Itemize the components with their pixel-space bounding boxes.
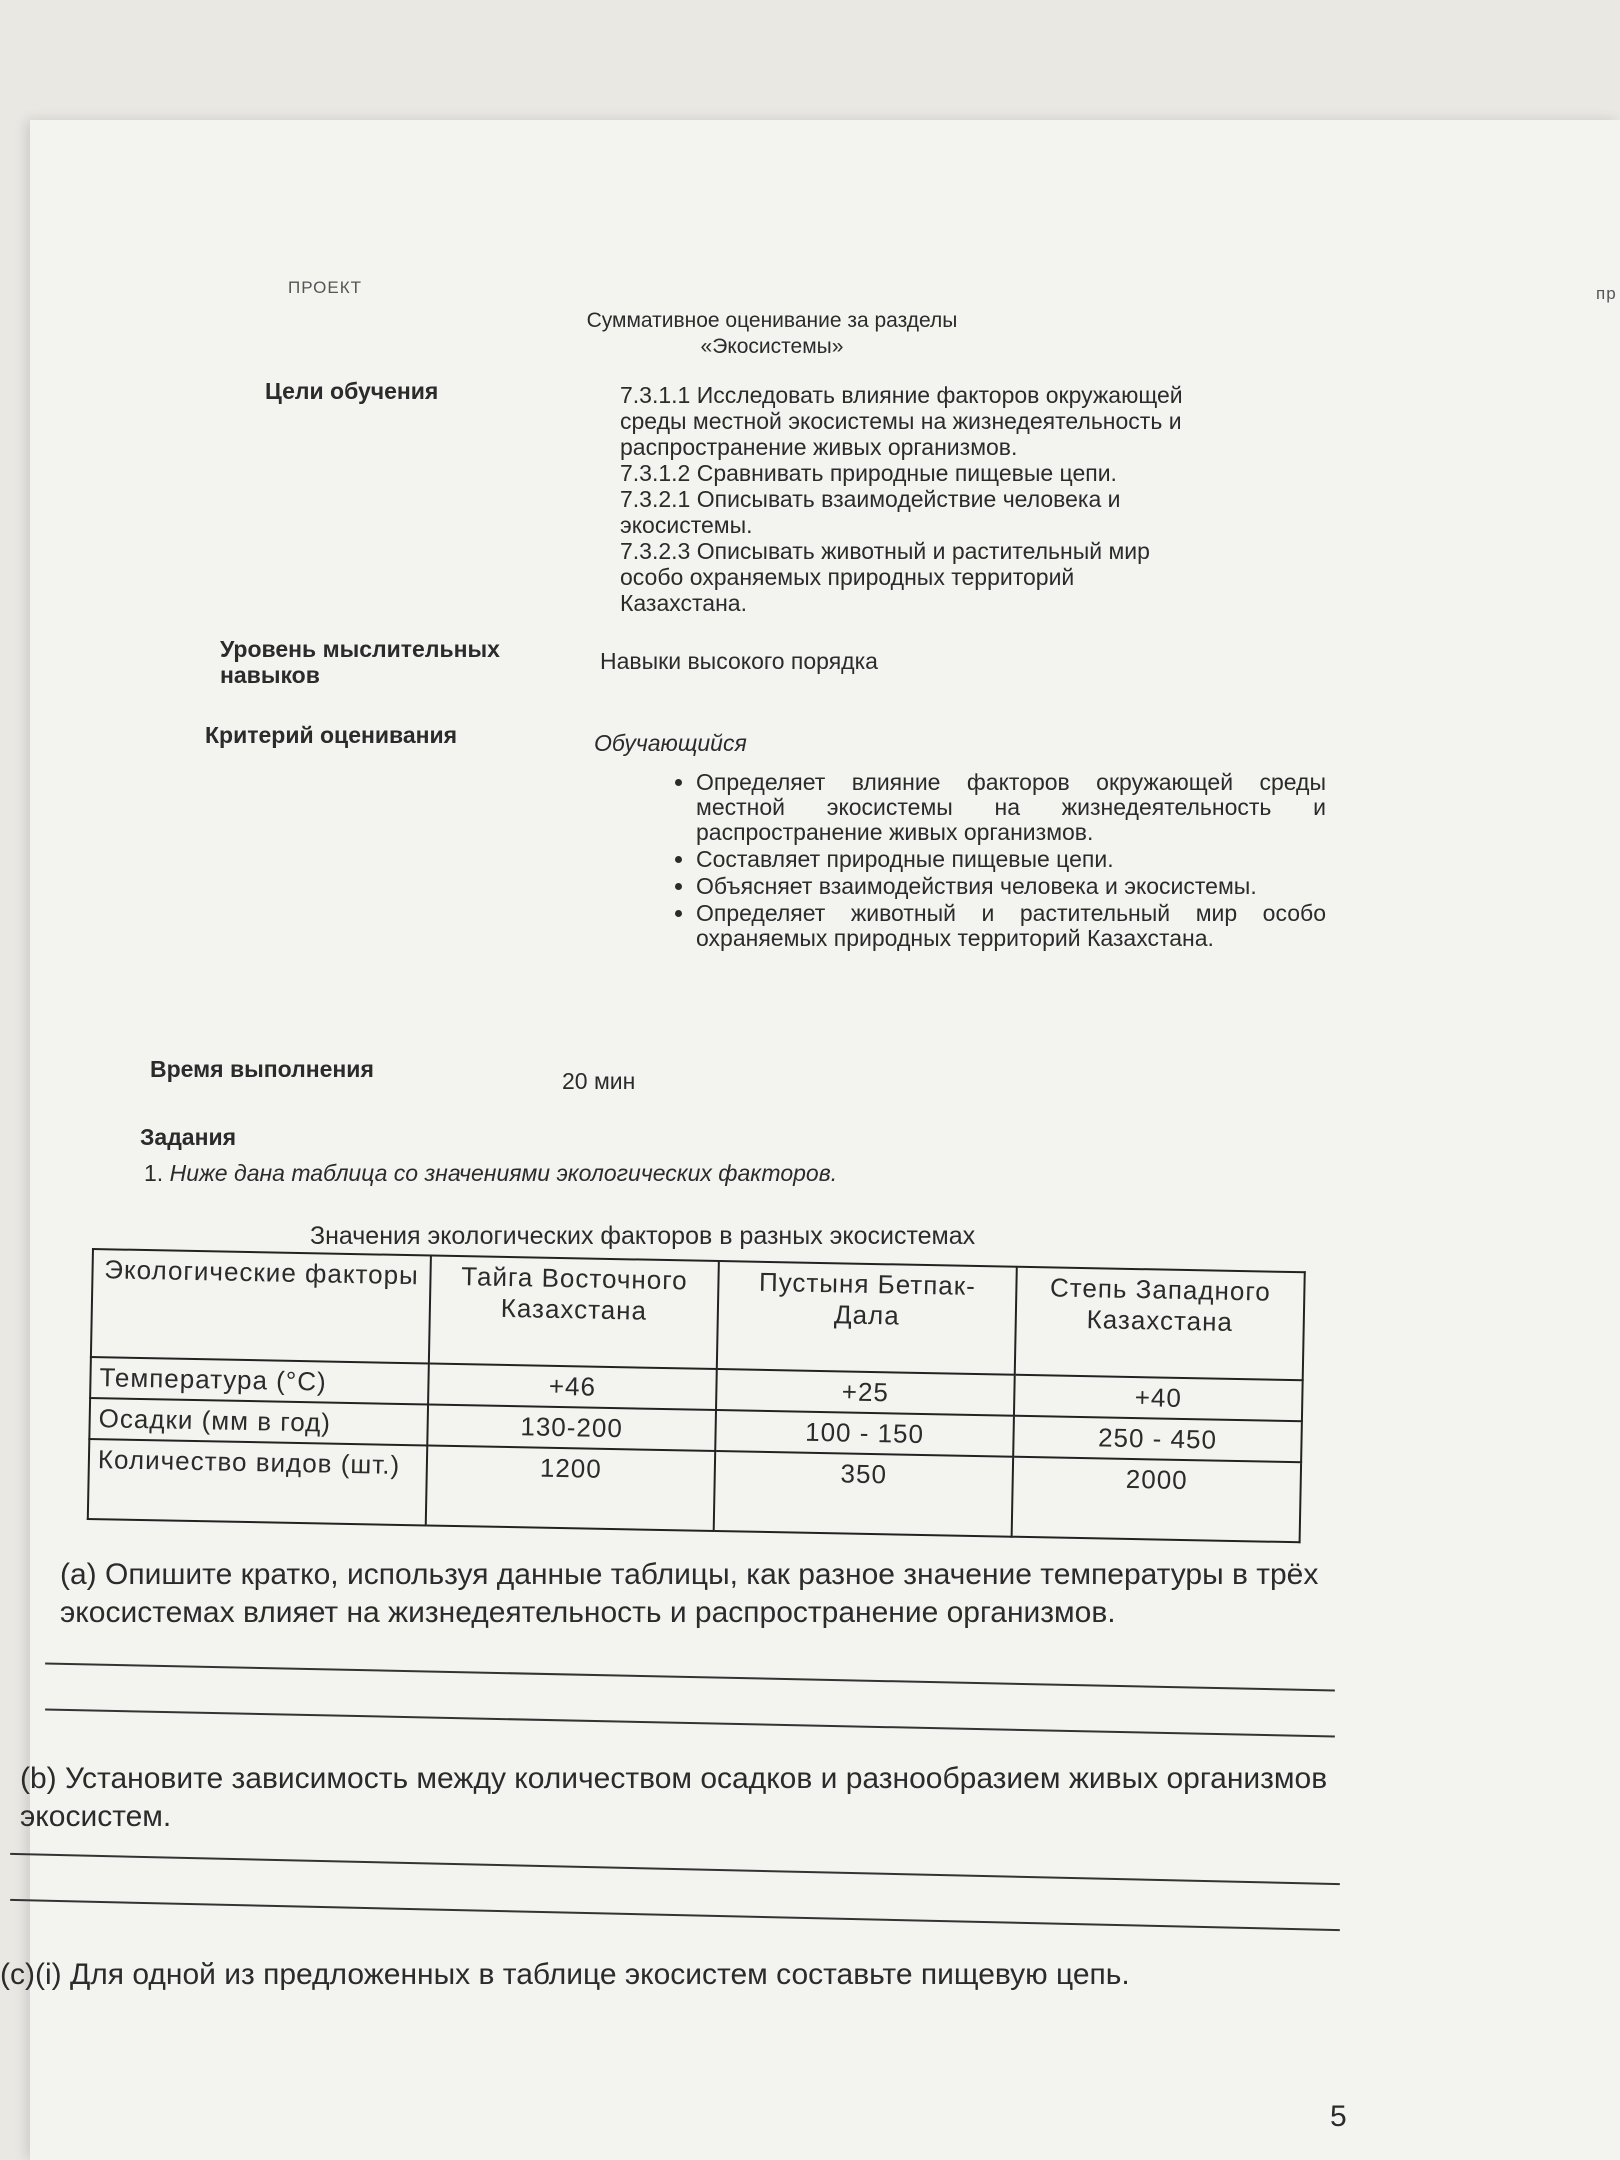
goal-line: 7.3.2.1 Описывать взаимодействие человека и	[620, 486, 1121, 512]
goal-line: экосистемы.	[620, 512, 753, 538]
project-label: ПРОЕКТ	[288, 278, 363, 297]
thinking-value: Навыки высокого порядка	[600, 648, 878, 674]
table-cell: +25	[716, 1369, 1015, 1416]
criteria-list-wrap	[670, 770, 1326, 953]
task-1-number: 1.	[144, 1160, 164, 1186]
goal-line: 7.3.2.3 Описывать животный и растительный мир	[620, 538, 1150, 564]
criteria-item: • Объясняет взаимодействия человека и экосистемы.	[696, 874, 1326, 899]
table-cell: +40	[1014, 1375, 1303, 1422]
goal-line: 7.3.1.2 Сравнивать природные пищевые цепи.	[620, 460, 1117, 486]
table-caption: Значения экологических факторов в разных экосистемах	[310, 1222, 976, 1250]
goal-line: 7.3.1.1 Исследовать влияние факторов окружающей	[620, 382, 1183, 408]
ecology-table	[87, 1248, 1306, 1543]
table-cell: 130-200	[427, 1404, 716, 1451]
thinking-label	[220, 636, 500, 688]
table-cell: 100 - 150	[715, 1410, 1014, 1457]
goals-text	[620, 382, 1320, 616]
task-1	[144, 1160, 837, 1186]
question-a: (a) Опишите кратко, используя данные таблицы, как разное значение температуры в трёх экосистемах влияет на жизнедеятельность и распространение организмов.	[60, 1558, 1319, 1629]
thinking-label-line: навыков	[220, 662, 320, 688]
goal-line: распространение живых организмов.	[620, 434, 1018, 460]
title-line-2: «Экосистемы»	[700, 335, 844, 358]
thinking-label-line: Уровень мыслительных	[220, 636, 500, 662]
time-value: 20 мин	[562, 1068, 636, 1094]
edge-label: пр	[1596, 284, 1617, 303]
criteria-item: • Определяет влияние факторов окружающей среды местной экосистемы на жизнедеятельность и распространение живых организмов.	[696, 770, 1326, 845]
table-cell: Температура (°С)	[90, 1357, 429, 1404]
criteria-intro: Обучающийся	[594, 730, 747, 756]
criteria-list	[670, 770, 1326, 951]
table-cell: Осадки (мм в год)	[89, 1398, 428, 1445]
header-cell: Пустыня Бетпак-Дала	[717, 1261, 1017, 1375]
document-title	[422, 308, 1122, 360]
page-number: 5	[1330, 2100, 1347, 2133]
header-cell: Тайга Восточного Казахстана	[429, 1256, 719, 1370]
table-wrap	[92, 1248, 1306, 1520]
question-b: (b) Установите зависимость между количеством осадков и разнообразием живых организмов экосистем.	[20, 1762, 1328, 1833]
table-cell: 2000	[1012, 1457, 1301, 1543]
goals-label: Цели обучения	[265, 378, 439, 404]
goal-line: особо охраняемых природных территорий	[620, 564, 1075, 590]
goal-line: среды местной экосистемы на жизнедеятельность и	[620, 408, 1182, 434]
criteria-item: • Составляет природные пищевые цепи.	[696, 847, 1326, 872]
table-cell: 250 - 450	[1013, 1416, 1302, 1463]
table-cell: +46	[428, 1363, 717, 1410]
tasks-heading: Задания	[140, 1124, 237, 1150]
question-c: (c)(i) Для одной из предложенных в таблице экосистем составьте пищевую цепь.	[0, 1958, 1130, 1991]
title-line-1: Суммативное оценивание за разделы	[586, 309, 958, 332]
header-cell: Экологические факторы	[91, 1249, 431, 1363]
table-cell: 350	[714, 1451, 1013, 1537]
table-cell: 1200	[426, 1445, 715, 1531]
table-cell: Количество видов (шт.)	[88, 1439, 427, 1525]
time-label: Время выполнения	[150, 1056, 374, 1082]
goal-line: Казахстана.	[620, 590, 747, 616]
task-1-text: Ниже дана таблица со значениями экологических факторов.	[169, 1160, 838, 1186]
header-cell: Степь Западного Казахстана	[1015, 1267, 1305, 1381]
criteria-item: • Определяет животный и растительный мир особо охраняемых природных территорий Казахстана.	[696, 901, 1326, 951]
criteria-label: Критерий оценивания	[205, 722, 458, 748]
